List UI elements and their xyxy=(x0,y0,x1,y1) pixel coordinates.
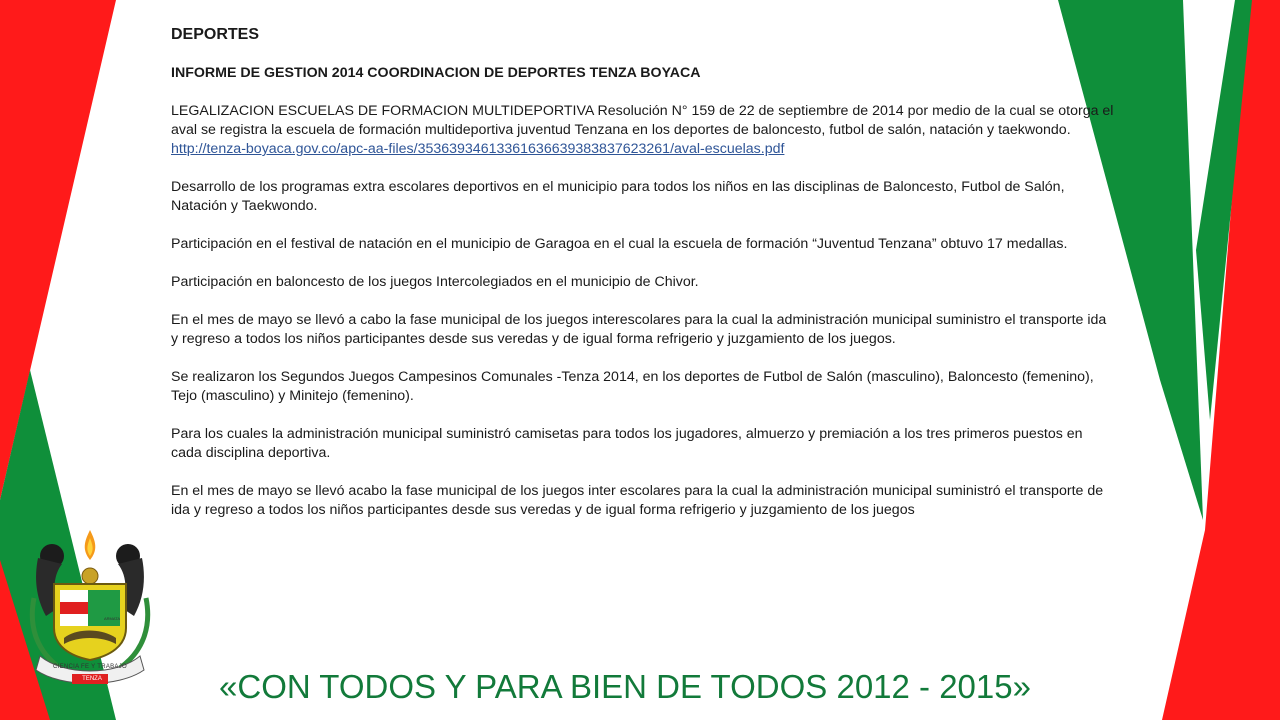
crest-name: TENZA xyxy=(82,676,102,682)
paragraph-baloncesto: Participación en baloncesto de los juegos Intercolegiados en el municipio de Chivor. xyxy=(171,274,699,290)
paragraph-fase-municipal: En el mes de mayo se llevó acabo la fase municipal de los juegos inter escolares para la cual la administración municipal suministró el transporte de ida y regreso a todos los niños participantes desde sus veredas y de igual forma refrigerio y juzgamiento de los juegos xyxy=(171,483,1104,518)
paragraph-legalizacion xyxy=(171,102,1116,159)
crest-motto: CIENCIA FE Y TRABAJO xyxy=(52,664,128,670)
paragraph-juegos-campesinos: Se realizaron los Segundos Juegos Campesinos Comunales -Tenza 2014, en los deportes de Futbol de Salón (masculino), Baloncesto (femenino), Tejo (masculino) y Minitejo (femenino). xyxy=(171,369,1094,404)
paragraph-programas: Desarrollo de los programas extra escolares deportivos en el municipio para todos los niños en las disciplinas de Baloncesto, Futbol de Salón, Natación y Taekwondo. xyxy=(171,179,1065,214)
aval-escuelas-link[interactable]: http://tenza-boyaca.gov.co/apc-aa-files/35363934613361636639383837623261/aval-escuelas.pdf xyxy=(171,141,785,157)
paragraph-premiacion: Para los cuales la administración municipal suministró camisetas para todos los jugadores, almuerzo y premiación a los tres primeros puestos en cada disciplina deportiva. xyxy=(171,426,1083,461)
paragraph-legalizacion-text: LEGALIZACION ESCUELAS DE FORMACION MULTIDEPORTIVA Resolución N° 159 de 22 de septiembre de 2014 por medio de la cual se otorga el aval se registra la escuela de formación multideportiva juventud Tenzana en los deportes de baloncesto, futbol de salón, natación y taekwondo. xyxy=(171,103,1114,138)
footer-slogan: «CON TODOS Y PARA BIEN DE TODOS 2012 - 2015» xyxy=(219,668,1031,705)
paragraph-natacion: Participación en el festival de natación en el municipio de Garagoa en el cual la escuela de formación “Juventud Tenzana” obtuvo 17 medallas. xyxy=(171,236,1068,252)
report-subtitle: INFORME DE GESTION 2014 COORDINACION DE DEPORTES TENZA BOYACA xyxy=(171,65,701,81)
page-title: DEPORTES xyxy=(171,26,260,43)
crest-seal-text: ARMATA xyxy=(103,616,121,621)
footer xyxy=(0,668,1280,706)
paragraph-juegos-interescolares: En el mes de mayo se llevó a cabo la fase municipal de los juegos interescolares para la cual la administración municipal suministro el transporte ida y regreso a todos los niños participantes desde sus veredas y de igual forma refrigerio y juzgamiento de los juegos. xyxy=(171,312,1107,347)
document-body xyxy=(171,25,1116,539)
